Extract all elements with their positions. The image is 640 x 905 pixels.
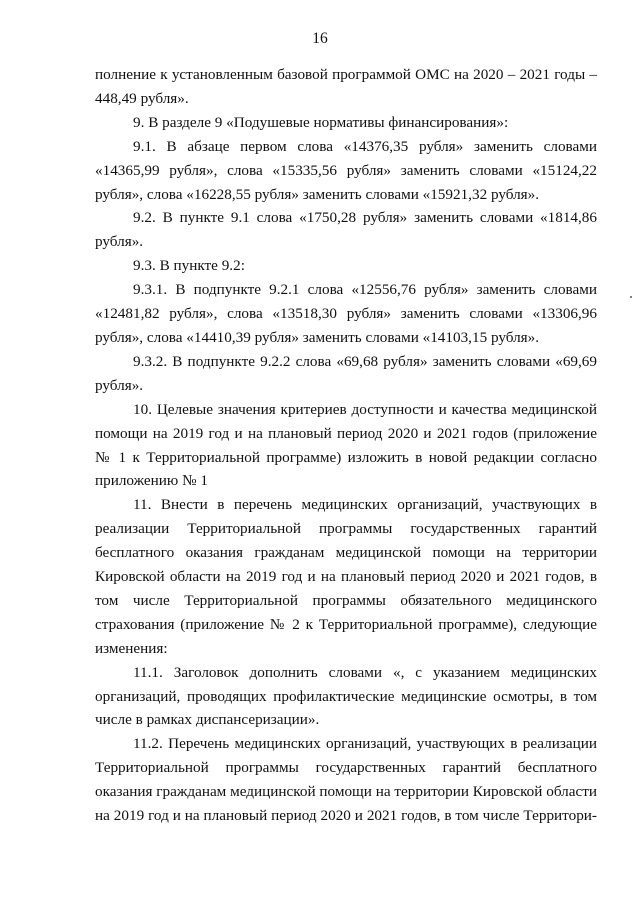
paragraph-continuation: полнение к установленным базовой программой ОМС на 2020 – 2021 годы – 448,49 рубля». bbox=[95, 66, 597, 107]
paragraph-9-1: 9.1. В абзаце первом слова «14376,35 рубля» заменить словами «14365,99 рубля», слова «15335,56 рубля» заменить словами «15124,22 рубля», слова «16228,55 рубля» заменить словами «15921,32 рубля». bbox=[95, 137, 597, 203]
paragraph-9-2: 9.2. В пункте 9.1 слова «1750,28 рубля» заменить словами «1814,86 рубля». bbox=[95, 209, 597, 251]
paragraph-10: 10. Целевые значения критериев доступности и качества медицинской помощи на 2019 год и на плановый период 2020 и 2021 годов (приложение № 1 к Территориальной программе) изложить в новой редакции согласно приложению № 1 bbox=[95, 400, 597, 490]
paragraph-9-3: 9.3. В пункте 9.2: bbox=[133, 257, 245, 275]
paragraph-9: 9. В разделе 9 «Подушевые нормативы финансирования»: bbox=[133, 113, 509, 131]
paragraph-11-2: 11.2. Перечень медицинских организаций, участвующих в реализации Территориальной программы государственных гарантий бесплатного оказания гражданам медицинской помощи на территории Кировской области на 2019 год и на плановый период 2020 и 2021 годов, в том числе Территори- bbox=[95, 735, 597, 825]
page-number: 16 bbox=[312, 30, 328, 47]
paragraph-11: 11. Внести в перечень медицинских организаций, участвующих в реализации Территориальной программы государственных гарантий бесплатного оказания гражданам медицинской помощи на территории Кировской области на 2019 год и на плановый период 2020 и 2021 годов, в том числе Территориальной программы обязательного медицинского страхования (приложение № 2 к Территориальной программе), следующие изменения: bbox=[95, 496, 597, 657]
document-body bbox=[95, 63, 597, 828]
paragraph-9-3-1: 9.3.1. В подпункте 9.2.1 слова «12556,76 рубля» заменить словами «12481,82 рубля», слова «13518,30 рубля» заменить словами «13306,96 рубля», слова «14410,39 рубля» заменить словами «14103,15 рубля». bbox=[95, 281, 597, 346]
paragraph-11-1: 11.1. Заголовок дополнить словами «, с указанием медицинских организаций, проводящих профилактические медицинские осмотры, в том числе в рамках диспансеризации». bbox=[95, 663, 597, 729]
paragraph-9-3-2: 9.3.2. В подпункте 9.2.2 слова «69,68 рубля» заменить словами «69,69 рубля». bbox=[95, 352, 597, 394]
scan-speck bbox=[630, 296, 632, 298]
